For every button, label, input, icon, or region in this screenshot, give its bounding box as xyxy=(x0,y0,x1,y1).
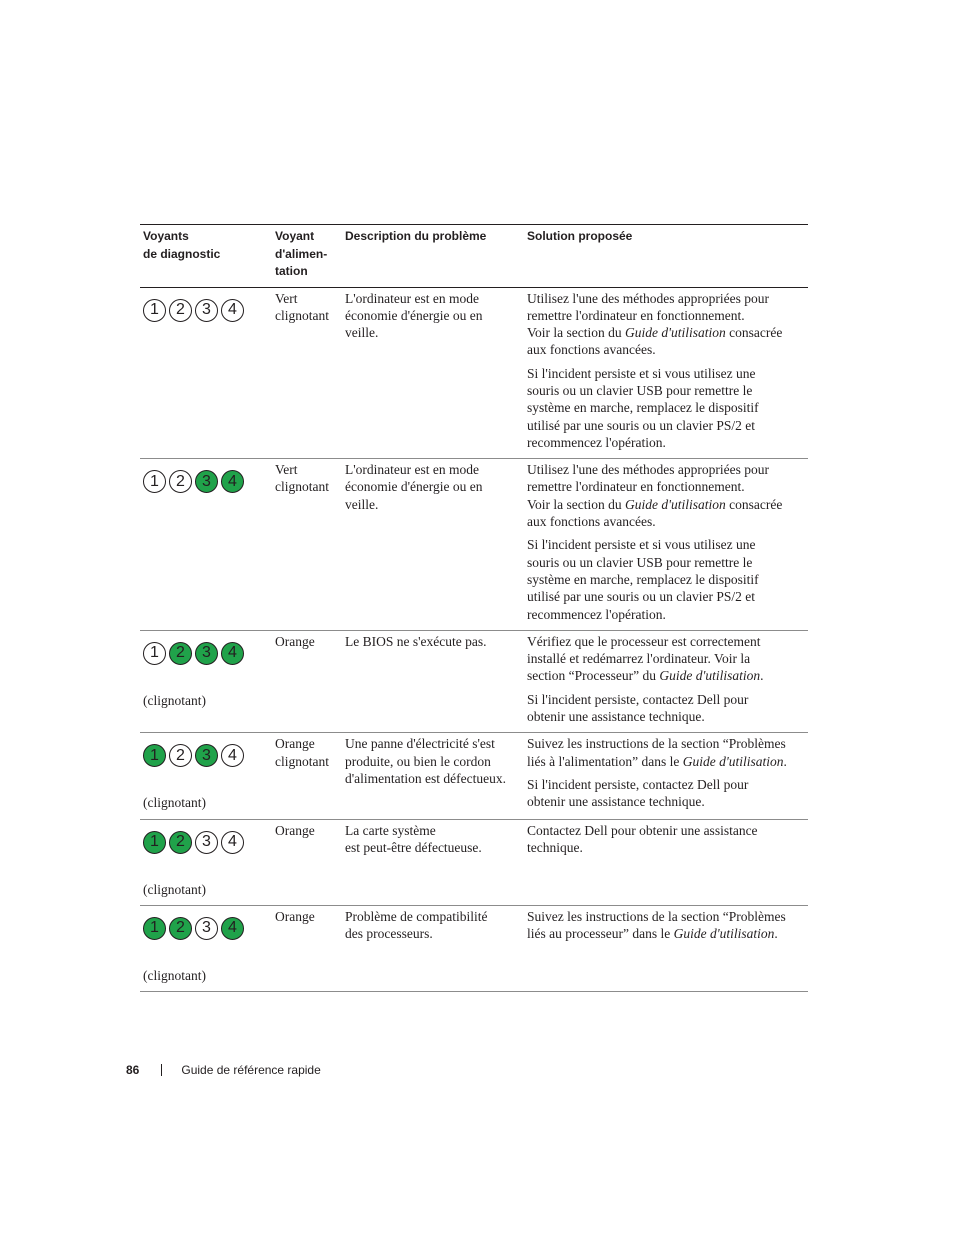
suggested-solution-cell xyxy=(527,822,808,898)
solution-paragraph xyxy=(527,908,808,943)
diagnostic-light-3-icon: 3 xyxy=(195,744,218,767)
diagnostic-light-1-icon: 1 xyxy=(143,470,166,493)
diagnostic-light-pattern xyxy=(143,744,275,768)
solution-text: Utilisez l'une des méthodes appropriées pour remettre l'ordinateur en fonctionnement. Voir la section du xyxy=(527,462,769,512)
diagnostic-light-1-icon: 1 xyxy=(143,642,166,665)
power-light-cell: Vert clignotant xyxy=(275,462,329,495)
power-light-cell: Orange xyxy=(275,633,315,649)
solution-text: consacrée aux fonctions avancées. xyxy=(527,496,783,530)
diagnostic-light-pattern xyxy=(143,917,275,941)
diagnostic-light-pattern xyxy=(143,470,275,494)
solution-paragraph xyxy=(527,776,808,811)
solution-text: Si l'incident persiste, contactez Dell pour obtenir une assistance technique. xyxy=(527,776,749,810)
solution-text: Si l'incident persiste, contactez Dell pour obtenir une assistance technique. xyxy=(527,691,749,725)
suggested-solution-cell xyxy=(527,461,808,623)
guide-reference: Guide d'utilisation xyxy=(682,753,784,769)
table-row xyxy=(140,820,808,906)
solution-text: Contactez Dell pour obtenir une assistance technique. xyxy=(527,822,758,855)
problem-description-cell: Une panne d'électricité s'est produite, ou bien le cordon d'alimentation est défectueux. xyxy=(345,736,506,786)
power-light-cell: Orange clignotant xyxy=(275,736,329,769)
power-light-cell: Orange xyxy=(275,908,315,924)
footer-separator xyxy=(161,1064,162,1076)
diagnostic-lights-cell xyxy=(140,735,275,811)
problem-description-cell: Problème de compatibilité des processeurs. xyxy=(345,908,488,942)
diagnostic-light-2-icon: 2 xyxy=(169,744,192,767)
solution-paragraph xyxy=(527,461,808,530)
power-light-cell: Orange xyxy=(275,822,315,838)
diagnostic-light-4-icon: 4 xyxy=(221,744,244,767)
table-body xyxy=(140,288,808,993)
solution-text: . xyxy=(760,668,764,684)
blinking-caption: (clignotant) xyxy=(143,692,206,708)
diagnostic-light-2-icon: 2 xyxy=(169,470,192,493)
guide-reference: Guide d'utilisation xyxy=(659,668,761,684)
diagnostic-light-2-icon: 2 xyxy=(169,299,192,322)
solution-text: . xyxy=(774,926,778,942)
solution-text: Suivez les instructions de la section “Problèmes liés à l'alimentation” dans le xyxy=(527,736,786,769)
suggested-solution-cell xyxy=(527,633,808,725)
diagnostic-light-4-icon: 4 xyxy=(221,831,244,854)
table-row xyxy=(140,631,808,733)
solution-paragraph xyxy=(527,365,808,451)
suggested-solution-cell xyxy=(527,290,808,452)
diagnostic-light-1-icon: 1 xyxy=(143,917,166,940)
diagnostic-light-3-icon: 3 xyxy=(195,917,218,940)
diagnostic-light-1-icon: 1 xyxy=(143,299,166,322)
diagnostic-light-1-icon: 1 xyxy=(143,744,166,767)
page-number: 86 xyxy=(126,1063,140,1077)
problem-description-cell: Le BIOS ne s'exécute pas. xyxy=(345,633,487,649)
table-row xyxy=(140,733,808,819)
solution-paragraph xyxy=(527,822,808,857)
diagnostic-light-4-icon: 4 xyxy=(221,299,244,322)
solution-paragraph xyxy=(527,290,808,359)
solution-text: Si l'incident persiste et si vous utilisez une souris ou un clavier USB pour remettre le système en marche, remplacez le dispositif utilisé par une souris ou un clavier PS/2 et recommencez l'opération. xyxy=(527,365,759,450)
diagnostic-light-pattern xyxy=(143,642,275,666)
diagnostic-lights-cell xyxy=(140,908,275,984)
guide-reference: Guide d'utilisation xyxy=(673,926,775,942)
diagnostic-light-2-icon: 2 xyxy=(169,642,192,665)
diagnostic-light-4-icon: 4 xyxy=(221,470,244,493)
solution-text: Vérifiez que le processeur est correctement installé et redémarrez l'ordinateur. Voir la section “Processeur” du xyxy=(527,633,761,684)
diagnostic-light-pattern xyxy=(143,831,275,855)
table-row xyxy=(140,459,808,631)
diagnostic-lights-cell xyxy=(140,633,275,725)
guide-reference: Guide d'utilisation xyxy=(625,325,726,341)
blinking-caption: (clignotant) xyxy=(143,795,206,811)
solution-paragraph xyxy=(527,735,808,770)
problem-description-cell: La carte système est peut-être défectueuse. xyxy=(345,822,482,855)
header-diagnostic-lights: Voyants de diagnostic xyxy=(143,229,221,261)
diagnostic-light-2-icon: 2 xyxy=(169,831,192,854)
solution-text: Utilisez l'une des méthodes appropriées pour remettre l'ordinateur en fonctionnement. Voir la section du xyxy=(527,290,769,341)
header-suggested-solution: Solution proposée xyxy=(527,229,633,243)
diagnostic-table xyxy=(140,224,808,992)
table-header xyxy=(140,225,808,288)
suggested-solution-cell xyxy=(527,908,808,984)
diagnostic-light-pattern xyxy=(143,299,275,323)
solution-text: Suivez les instructions de la section “Problèmes liés au processeur” dans le xyxy=(527,908,786,942)
table-row xyxy=(140,906,808,992)
solution-text: . xyxy=(783,753,787,769)
diagnostic-light-1-icon: 1 xyxy=(143,831,166,854)
solution-text: Si l'incident persiste et si vous utilisez une souris ou un clavier USB pour remettre le système en marche, remplacez le dispositif utilisé par une souris ou un clavier PS/2 et recommencez l'opération. xyxy=(527,537,759,622)
diagnostic-lights-cell xyxy=(140,461,275,623)
diagnostic-light-3-icon: 3 xyxy=(195,299,218,322)
diagnostic-light-2-icon: 2 xyxy=(169,917,192,940)
solution-paragraph xyxy=(527,691,808,726)
solution-text: consacrée aux fonctions avancées. xyxy=(527,325,783,358)
blinking-caption: (clignotant) xyxy=(143,881,206,897)
diagnostic-lights-cell xyxy=(140,290,275,452)
power-light-cell: Vert clignotant xyxy=(275,290,329,323)
solution-paragraph xyxy=(527,536,808,622)
diagnostic-light-3-icon: 3 xyxy=(195,642,218,665)
diagnostic-light-3-icon: 3 xyxy=(195,831,218,854)
problem-description-cell: L'ordinateur est en mode économie d'énergie ou en veille. xyxy=(345,290,483,341)
problem-description-cell: L'ordinateur est en mode économie d'énergie ou en veille. xyxy=(345,462,483,512)
table-row xyxy=(140,288,808,460)
solution-paragraph xyxy=(527,633,808,685)
blinking-caption: (clignotant) xyxy=(143,967,206,983)
diagnostic-light-4-icon: 4 xyxy=(221,917,244,940)
header-problem-description: Description du problème xyxy=(345,229,487,243)
diagnostic-light-3-icon: 3 xyxy=(195,470,218,493)
page-footer xyxy=(126,1062,321,1078)
header-power-light: Voyant d'alimen- tation xyxy=(275,229,328,278)
suggested-solution-cell xyxy=(527,735,808,811)
guide-reference: Guide d'utilisation xyxy=(625,496,726,512)
document-title: Guide de référence rapide xyxy=(181,1063,321,1077)
diagnostic-light-4-icon: 4 xyxy=(221,642,244,665)
diagnostic-lights-cell xyxy=(140,822,275,898)
